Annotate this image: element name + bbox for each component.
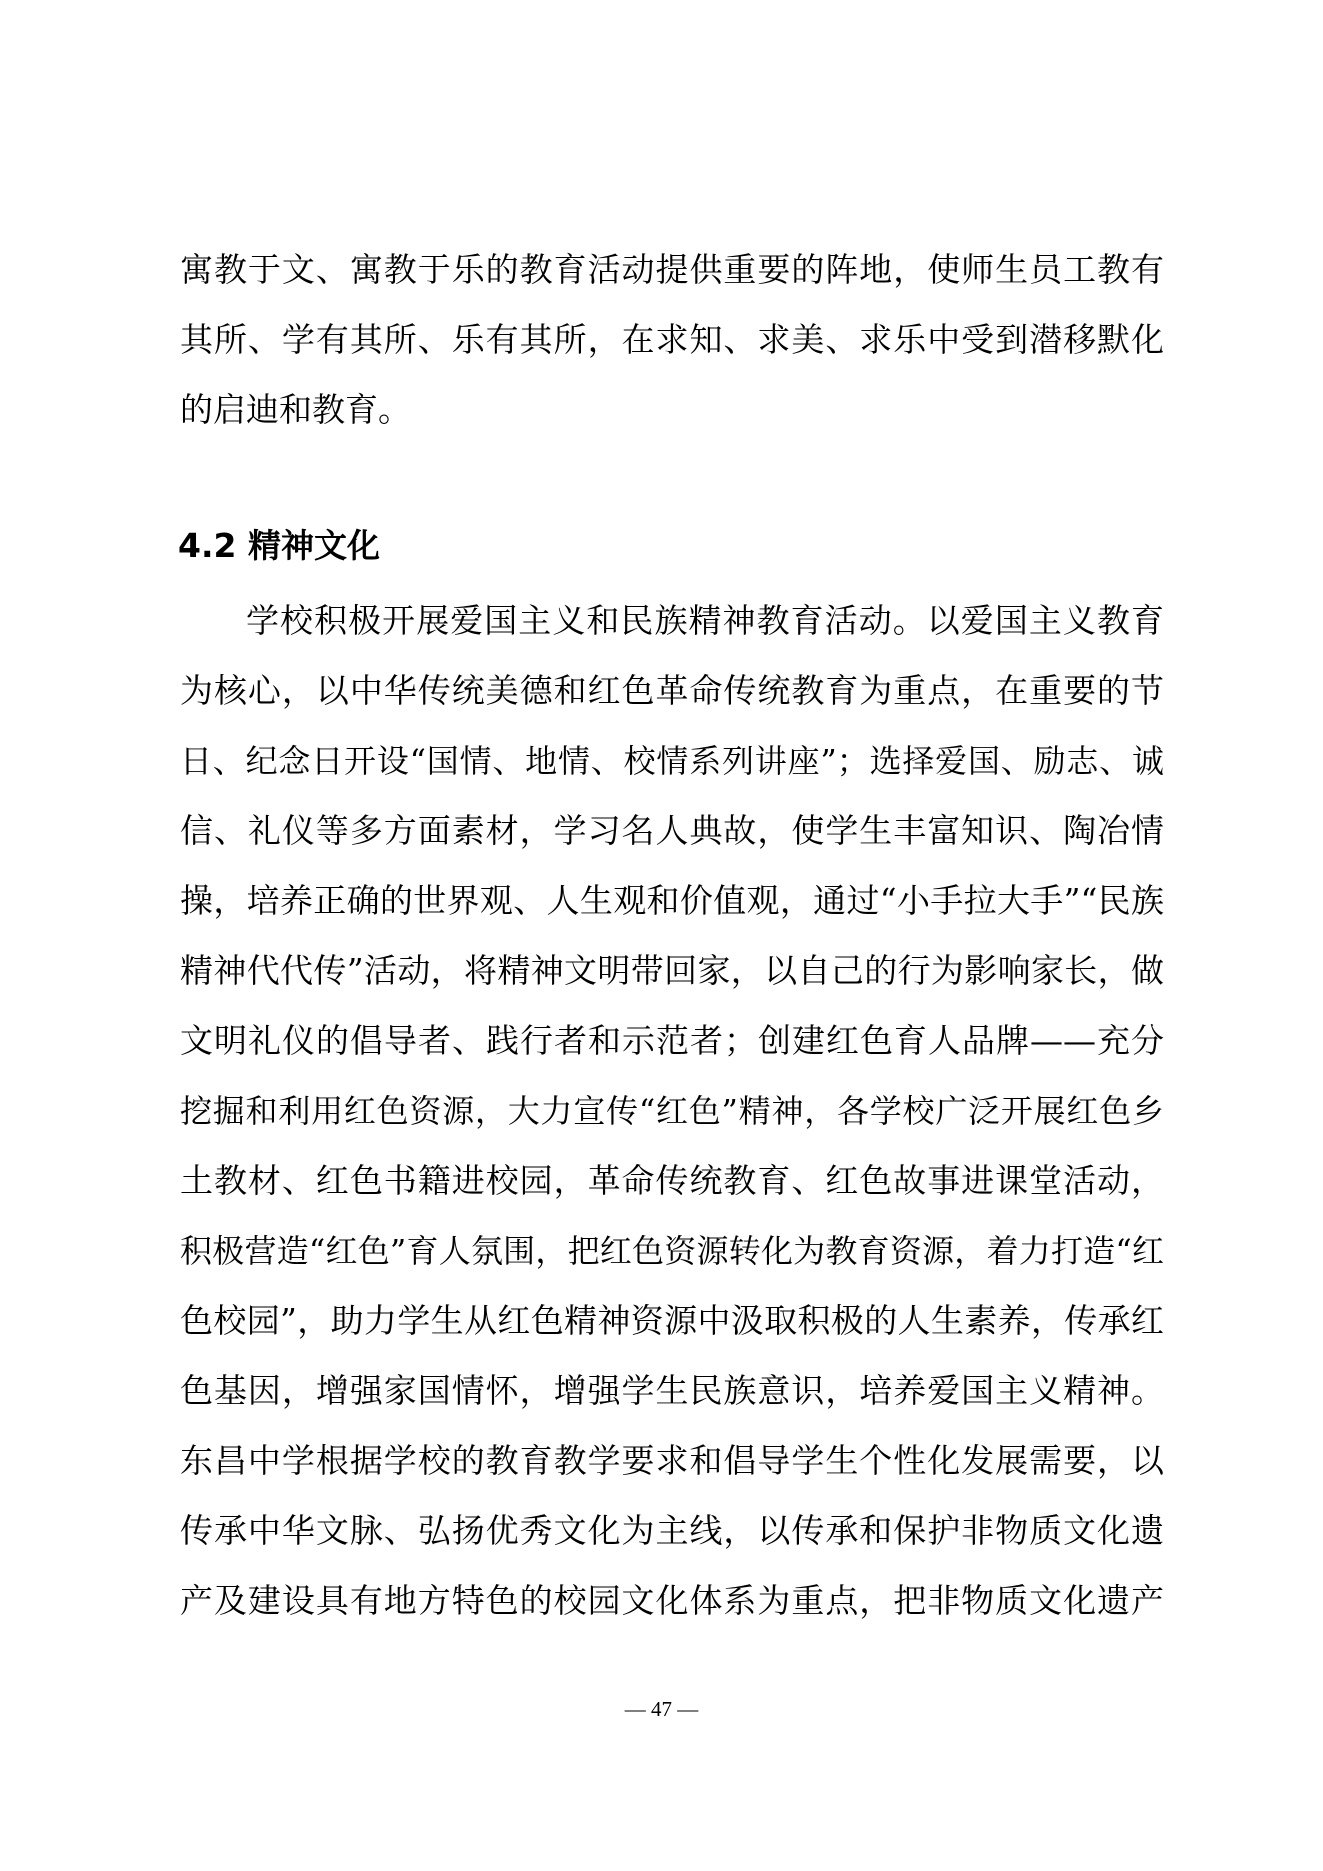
paragraph-line: 挖掘和利用红色资源，大力宣传“红色”精神，各学校广泛开展红色乡 [180,1092,1164,1130]
paragraph-line: 学校积极开展爱国主义和民族精神教育活动。以爱国主义教育 [246,601,1164,640]
intro-paragraph [180,235,1164,445]
paragraph-line: 东昌中学根据学校的教育教学要求和倡导学生个性化发展需要，以 [180,1441,1164,1480]
paragraph-line: 土教材、红色书籍进校园，革命传统教育、红色故事进课堂活动， [180,1161,1164,1200]
paragraph-line: 色校园”，助力学生从红色精神资源中汲取积极的人生素养，传承红 [180,1301,1164,1340]
paragraph-line: 色基因，增强家国情怀，增强学生民族意识，培养爱国主义精神。 [180,1371,1164,1410]
paragraph-line: 其所、学有其所、乐有其所，在求知、求美、求乐中受到潜移默化 [180,320,1164,359]
page-number: — 47 — [624,1697,699,1721]
paragraph-line: 传承中华文脉、弘扬优秀文化为主线，以传承和保护非物质文化遗 [180,1511,1164,1550]
paragraph-line: 寓教于文、寓教于乐的教育活动提供重要的阵地，使师生员工教有 [180,250,1164,289]
paragraph-line: 产及建设具有地方特色的校园文化体系为重点，把非物质文化遗产 [180,1581,1164,1620]
paragraph-line: 精神代代传”活动，将精神文明带回家，以自己的行为影响家长，做 [180,951,1164,990]
paragraph-line: 日、纪念日开设“国情、地情、校情系列讲座”；选择爱国、励志、诚 [180,742,1164,780]
paragraph-line: 的启迪和教育。 [180,390,411,429]
paragraph-line: 积极营造“红色”育人氛围，把红色资源转化为教育资源，着力打造“红 [180,1232,1164,1270]
section-body-paragraph [180,586,1164,1636]
section-heading: 4.2 精神文化 [178,526,380,565]
paragraph-line: 操，培养正确的世界观、人生观和价值观，通过“小手拉大手”“民族 [180,881,1164,920]
paragraph-line: 为核心，以中华传统美德和红色革命传统教育为重点，在重要的节 [180,671,1164,710]
paragraph-line: 文明礼仪的倡导者、践行者和示范者；创建红色育人品牌——充分 [180,1021,1164,1060]
paragraph-line: 信、礼仪等多方面素材，学习名人典故，使学生丰富知识、陶冶情 [180,811,1164,850]
